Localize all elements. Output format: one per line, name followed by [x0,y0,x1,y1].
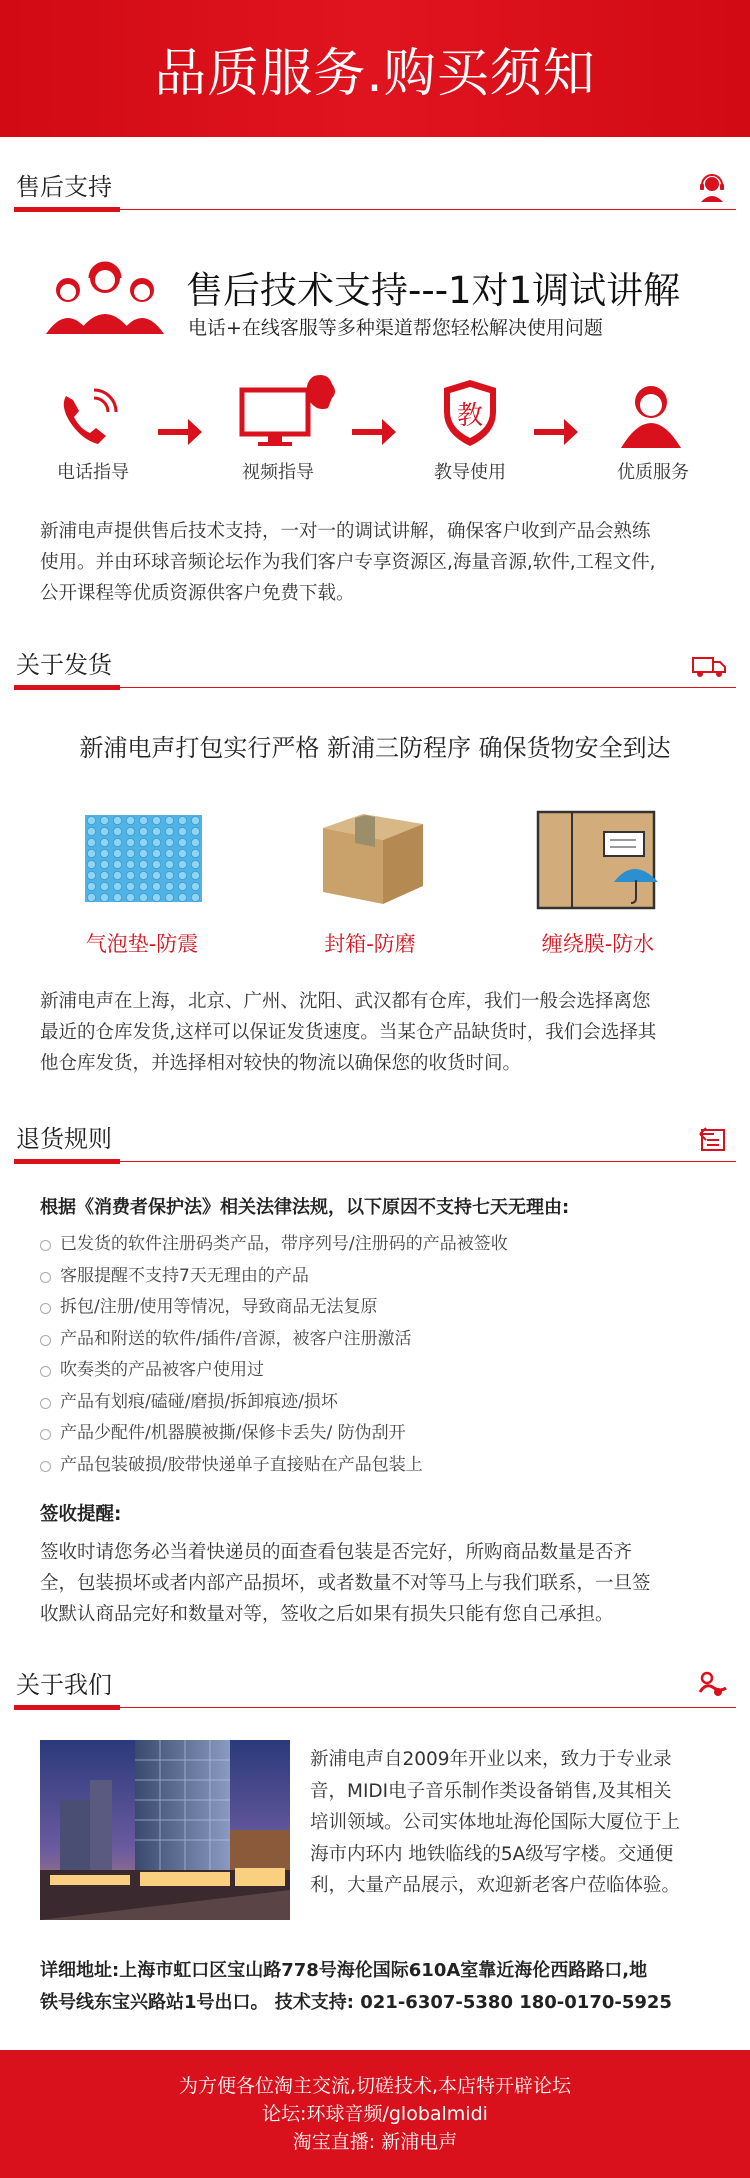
teach-badge-icon [438,378,502,448]
section-title: 关于发货 [16,651,112,679]
sign-reminder-title: 签收提醒: [40,1504,122,1525]
section-title: 售后支持 [16,173,112,201]
footer-banner [0,2050,750,2178]
after-sales-subline: 电话+在线客服等多种渠道帮您轻松解决使用问题 [188,317,603,339]
teach-char: 教 [456,401,484,431]
section-heading-about [14,1668,736,1708]
paragraph-line: 新浦电声自2009年开业以来，致力于专业录 [310,1749,672,1770]
rule-item: 客服提醒不支持7天无理由的产品 [40,1261,720,1293]
paragraph-line: 新浦电声在上海，北京、广州、沈阳、武汉都有仓库，我们一般会选择离您 [40,991,651,1012]
phone-icon [56,388,126,448]
arrow-right-icon [534,417,580,447]
address-line: 详细地址:上海市虹口区宝山路778号海伦国际610A室靠近海伦西路路口,地 [40,1960,648,1981]
banner-title: 品质服务.购买须知 [154,44,596,104]
rule-item: 产品包装破损/胶带快递单子直接贴在产品包装上 [40,1450,720,1482]
returns-rule-list [40,1229,720,1481]
about-address [40,1955,730,2019]
paragraph-line: 音，MIDI电子音乐制作类设备销售,及其相关 [310,1780,672,1802]
paragraph-line: 新浦电声提供售后技术支持，一对一的调试讲解，确保客户收到产品会熟练 [40,521,651,542]
sealed-box-icon [313,808,428,908]
taobao-live-link[interactable]: 淘宝直播: 新浦电声 [292,2131,458,2153]
arrow-right-icon [158,417,204,447]
shipping-item-label: 封箱-防磨 [324,932,416,956]
forum-link[interactable]: 论坛:环球音频/globalmidi [262,2103,488,2125]
step-label: 优质服务 [617,462,689,483]
section-title: 退货规则 [16,1125,112,1153]
handshake-icon [696,1670,728,1700]
paragraph-line: 培训领域。公司实体地址海伦国际大厦位于上 [310,1812,681,1833]
headset-icon [696,172,728,202]
heading-underline [14,1159,120,1164]
rule-item: 已发货的软件注册码类产品，带序列号/注册码的产品被签收 [40,1229,720,1261]
rule-item: 吹奏类的产品被客户使用过 [40,1355,720,1387]
after-sales-headline: 售后技术支持---1对1调试讲解 [186,269,681,312]
monitor-icon [238,372,348,452]
shipping-item-label: 缠绕膜-防水 [541,932,655,956]
page-banner [0,0,750,137]
about-text [310,1744,722,1902]
paragraph-line: 利，大量产品展示，欢迎新老客户莅临体验。 [310,1875,681,1896]
section-heading-shipping [14,648,736,688]
paragraph-line: 最近的仓库发货,这样可以保证发货速度。当某仓产品缺货时，我们会选择其 [40,1022,657,1043]
paragraph-line: 全，包装损坏或者内部产品损坏，或者数量不对等马上与我们联系，一旦签 [40,1573,651,1594]
step-label: 电话指导 [57,462,129,483]
heading-underline [14,207,120,212]
bubble-wrap-icon [85,815,202,902]
service-team-icon [40,256,170,336]
arrow-right-icon [352,417,398,447]
footer-line: 为方便各位淘主交流,切磋技术,本店特开辟论坛 [178,2075,572,2097]
section-heading-returns [14,1122,736,1162]
shipping-paragraph [40,986,720,1079]
paragraph-line: 他仓库发货，并选择相对较快的物流以确保您的收货时间。 [40,1053,522,1074]
paragraph-line: 收默认商品完好和数量对等，签收之后如果有损失只能有您自己承担。 [40,1604,614,1625]
sign-reminder-text [40,1537,720,1630]
rule-item: 产品少配件/机器膜被撕/保修卡丢失/ 防伪刮开 [40,1418,720,1450]
after-sales-paragraph [40,516,720,609]
step-label: 教导使用 [434,462,506,483]
rule-item: 产品和附送的软件/插件/音源，被客户注册激活 [40,1324,720,1356]
address-line: 铁号线东宝兴路站1号出口。 技术支持: 021-6307-5380 180-0170-5925 [40,1992,672,2013]
returns-intro: 根据《消费者保护法》相关法律法规，以下原因不支持七天无理由: [40,1197,570,1218]
return-box-icon [696,1124,728,1154]
paragraph-line: 签收时请您务必当着快递员的面查看包装是否完好，所购商品数量是否齐 [40,1542,633,1563]
shipping-headline: 新浦电声打包实行严格 新浦三防程序 确保货物安全到达 [79,734,671,762]
shipping-item-label: 气泡垫-防震 [85,932,199,956]
rule-item: 产品有划痕/磕碰/磨损/拆卸痕迹/损坏 [40,1387,720,1419]
paragraph-line: 海市内环内 地铁临线的5A级写字楼。交通便 [310,1843,674,1865]
step-label: 视频指导 [242,462,314,483]
section-heading-after-sales [14,170,736,210]
rule-item: 拆包/注册/使用等情况，导致商品无法复原 [40,1292,720,1324]
service-agent-icon [616,378,686,448]
paragraph-line: 使用。并由环球音频论坛作为我们客户专享资源区,海量音源,软件,工程文件, [40,552,656,573]
service-steps [0,380,750,490]
heading-underline [14,685,120,690]
section-title: 关于我们 [16,1671,112,1699]
truck-icon [690,650,728,680]
wrapped-box-umbrella-icon [536,810,668,910]
office-building-photo [40,1740,290,1920]
paragraph-line: 公开课程等优质资源供客户免费下载。 [40,583,355,604]
heading-underline [14,1705,120,1710]
